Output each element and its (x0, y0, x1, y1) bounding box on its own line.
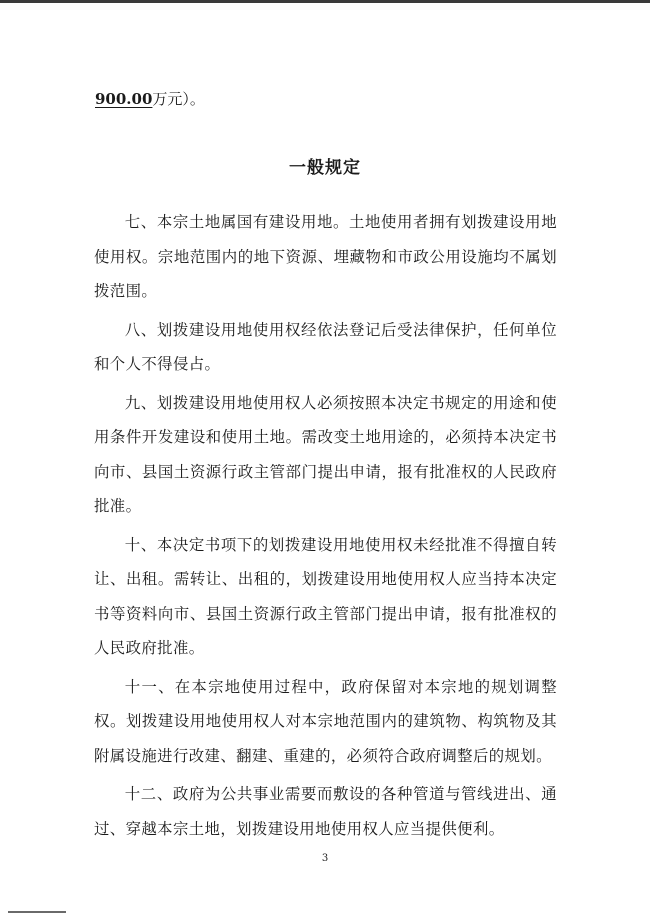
page-number: 3 (321, 853, 329, 864)
clause-11: 十一、在本宗地使用过程中，政府保留对本宗地的规划调整权。划拨建设用地使用权人对本宗地范围内的建筑物、构筑物及其附属设施进行改建、翻建、重建的，必须符合政府调整后的规划。 (94, 677, 557, 765)
clause-8: 八、划拨建设用地使用权经依法登记后受法律保护，任何单位和个人不得侵占。 (94, 320, 557, 373)
clause-12: 十二、政府为公共事业需要而敷设的各种管道与管线进出、通过、穿越本宗土地，划拨建设用地使用权人应当提供便利。 (94, 785, 557, 838)
scan-bottom-mark (8, 911, 66, 913)
clause-9: 九、划拨建设用地使用权人必须按照本决定书规定的用途和使用条件开发建设和使用土地。需改变土地用途的，必须持本决定书向市、县国土资源行政主管部门提出申请，报有批准权的人民政府批准。 (94, 393, 557, 515)
scan-top-border (0, 0, 650, 3)
clause-7: 七、本宗土地属国有建设用地。土地使用者拥有划拨建设用地使用权。宗地范围内的地下资源、埋藏物和市政公用设施均不属划拨范围。 (94, 213, 557, 300)
amount-suffix: 万元）。 (152, 90, 205, 108)
section-title: 一般规定 (289, 158, 361, 178)
land-price-amount: 900.00 (95, 90, 153, 108)
clause-10: 十、本决定书项下的划拨建设用地使用权未经批准不得擅自转让、出租。需转让、出租的，划拨建设用地使用权人应当持本决定书等资料向市、县国土资源行政主管部门提出申请，报有批准权的人民政府批准。 (94, 535, 557, 657)
previous-page-continuation (95, 88, 205, 110)
general-provisions-body (94, 205, 557, 850)
